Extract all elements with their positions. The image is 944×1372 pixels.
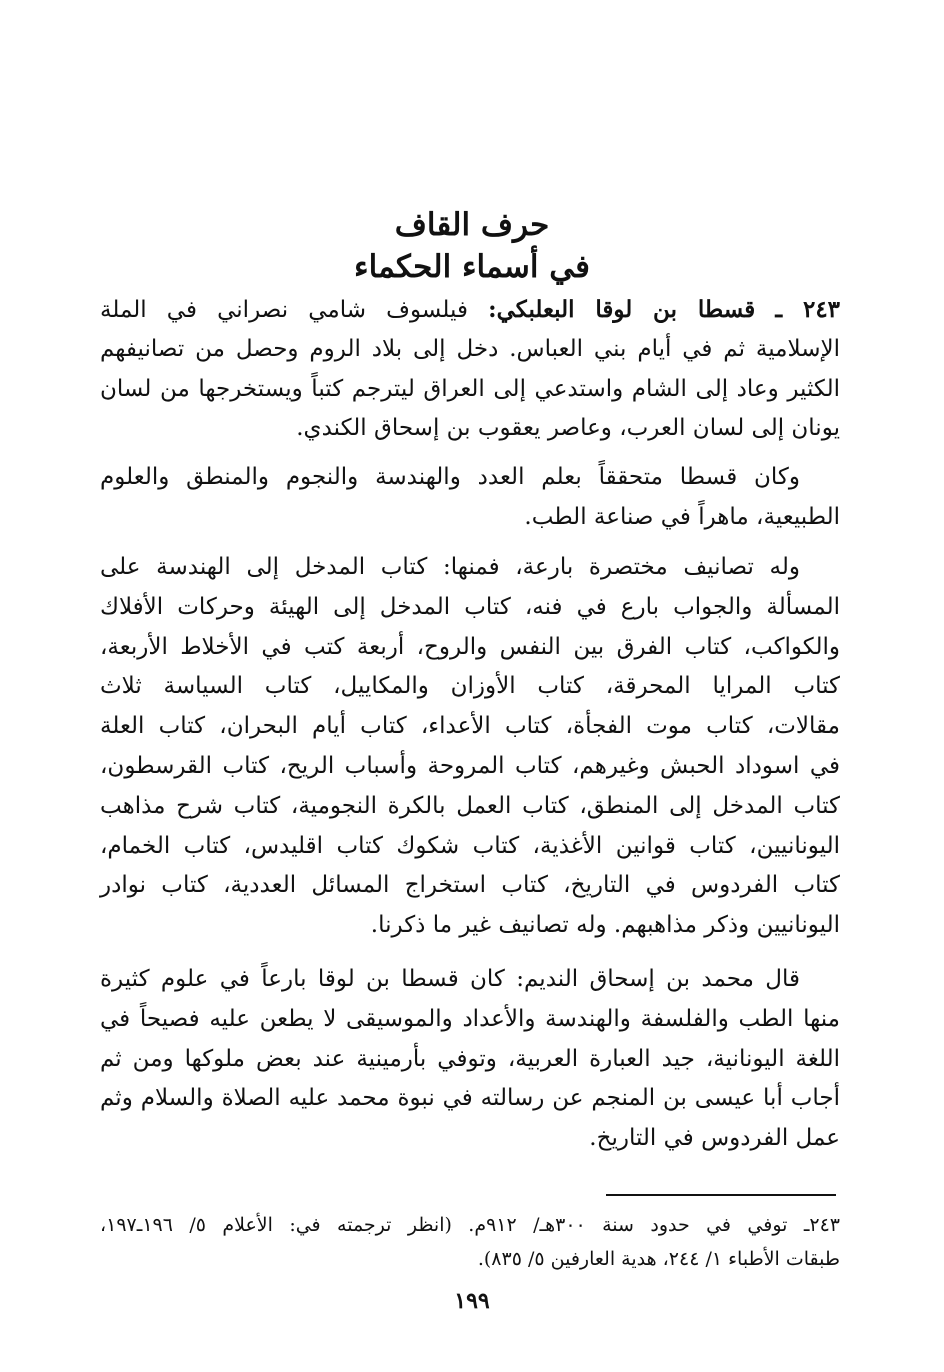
paragraph-line: قال محمد بن إسحاق النديم: كان قسطا بن لوقا بارعاً في علوم كثيرة — [100, 966, 800, 992]
paragraph-line: في اسوداد الحبش وغيرهم، كتاب المروحة وأسباب الريح، كتاب القرسطون، — [100, 752, 840, 779]
paragraph-line: عمل الفردوس في التاريخ. — [589, 1125, 840, 1152]
paragraph-2 — [100, 458, 840, 538]
page-number: ١٩٩ — [454, 1288, 490, 1314]
footnote-divider — [606, 1194, 836, 1196]
paragraph-line: والكواكب، كتاب الفرق بين النفس والروح، أربعة كتب في الأخلاط الأربعة، — [100, 633, 840, 660]
chapter-title: حرف القاف — [394, 207, 550, 243]
paragraph-line: وكان قسطا متحققاً بعلم العدد والهندسة والنجوم والمنطق والعلوم — [100, 464, 800, 490]
entry-number: ٢٤٣ ـ — [775, 296, 841, 323]
paragraph-line: كتاب المرايا المحرقة، كتاب الأوزان والمكاييل، كتاب السياسة ثلاث — [100, 673, 840, 700]
paragraph-line: مقالات، كتاب موت الفجأة، كتاب الأعداء، كتاب أيام البحران، كتاب العلة — [100, 713, 841, 740]
footnote-line: طبقات الأطباء ١/ ٢٤٤، هدية العارفين ٥/ ٨٣٥). — [477, 1248, 840, 1270]
paragraph-line: وله تصانيف مختصرة بارعة، فمنها: كتاب المدخل إلى الهندسة على — [100, 554, 800, 580]
entry-body — [100, 290, 840, 449]
chapter-subtitle: في أسماء الحكماء — [354, 249, 590, 285]
paragraph-line: يونان إلى لسان العرب، وعاصر يعقوب بن إسحاق الكندي. — [296, 415, 840, 442]
footnote-line: ٢٤٣ـ توفي في حدود سنة ٣٠٠هـ/ ٩١٢م. (انظر ترجمته في: الأعلام ٥/ ١٩٦ـ١٩٧، — [100, 1214, 841, 1236]
paragraph-4 — [100, 960, 840, 1159]
paragraph-line: أجاب أبا عيسى بن المنجم عن رسالته في نبوة محمد عليه الصلاة والسلام وثم — [100, 1085, 840, 1112]
paragraph-line: كتاب المدخل إلى المنطق، كتاب العمل بالكرة النجومية، كتاب شرح مذاهب — [100, 792, 840, 819]
paragraph-line: اللغة اليونانية، جيد العبارة العربية، وتوفي بأرمينية عند بعض ملوكها ومن ثم — [100, 1045, 840, 1072]
entry-name: قسطا بن لوقا البعلبكي: — [488, 296, 756, 323]
footnote — [100, 1208, 840, 1276]
paragraph-line: الطبيعية، ماهراً في صناعة الطب. — [524, 503, 840, 530]
paragraph-3 — [100, 548, 840, 946]
paragraph-line: الإسلامية ثم في أيام بني العباس. دخل إلى بلاد الروم وحصل من تصانيفهم — [100, 335, 840, 362]
paragraph-line: منها الطب والفلسفة والهندسة والأعداد والموسيقى لا يطعن عليه فصيحاً في — [100, 1005, 840, 1032]
paragraph-line: اليونانيين، كتاب قوانين الأغذية، كتاب شكوك كتاب اقليدس، كتاب الخمام، — [100, 832, 840, 859]
paragraph-line: المسألة والجواب بارع في فنه، كتاب المدخل إلى الهيئة وحركات الأفلاك — [100, 593, 840, 620]
entry-first-line — [100, 290, 840, 330]
paragraph-line: كتاب الفردوس في التاريخ، كتاب استخراج المسائل العددية، كتاب نوادر — [100, 872, 840, 899]
paragraph-line: فيلسوف شامي نصراني في الملة — [100, 297, 468, 323]
paragraph-line: اليونانيين وذكر مذاهبهم. وله تصانيف غير ما ذكرنا. — [370, 912, 840, 939]
paragraph-line: الكثير وعاد إلى الشام واستدعي إلى العراق ليترجم كتباً ويستخرجها من لسان — [100, 375, 840, 402]
